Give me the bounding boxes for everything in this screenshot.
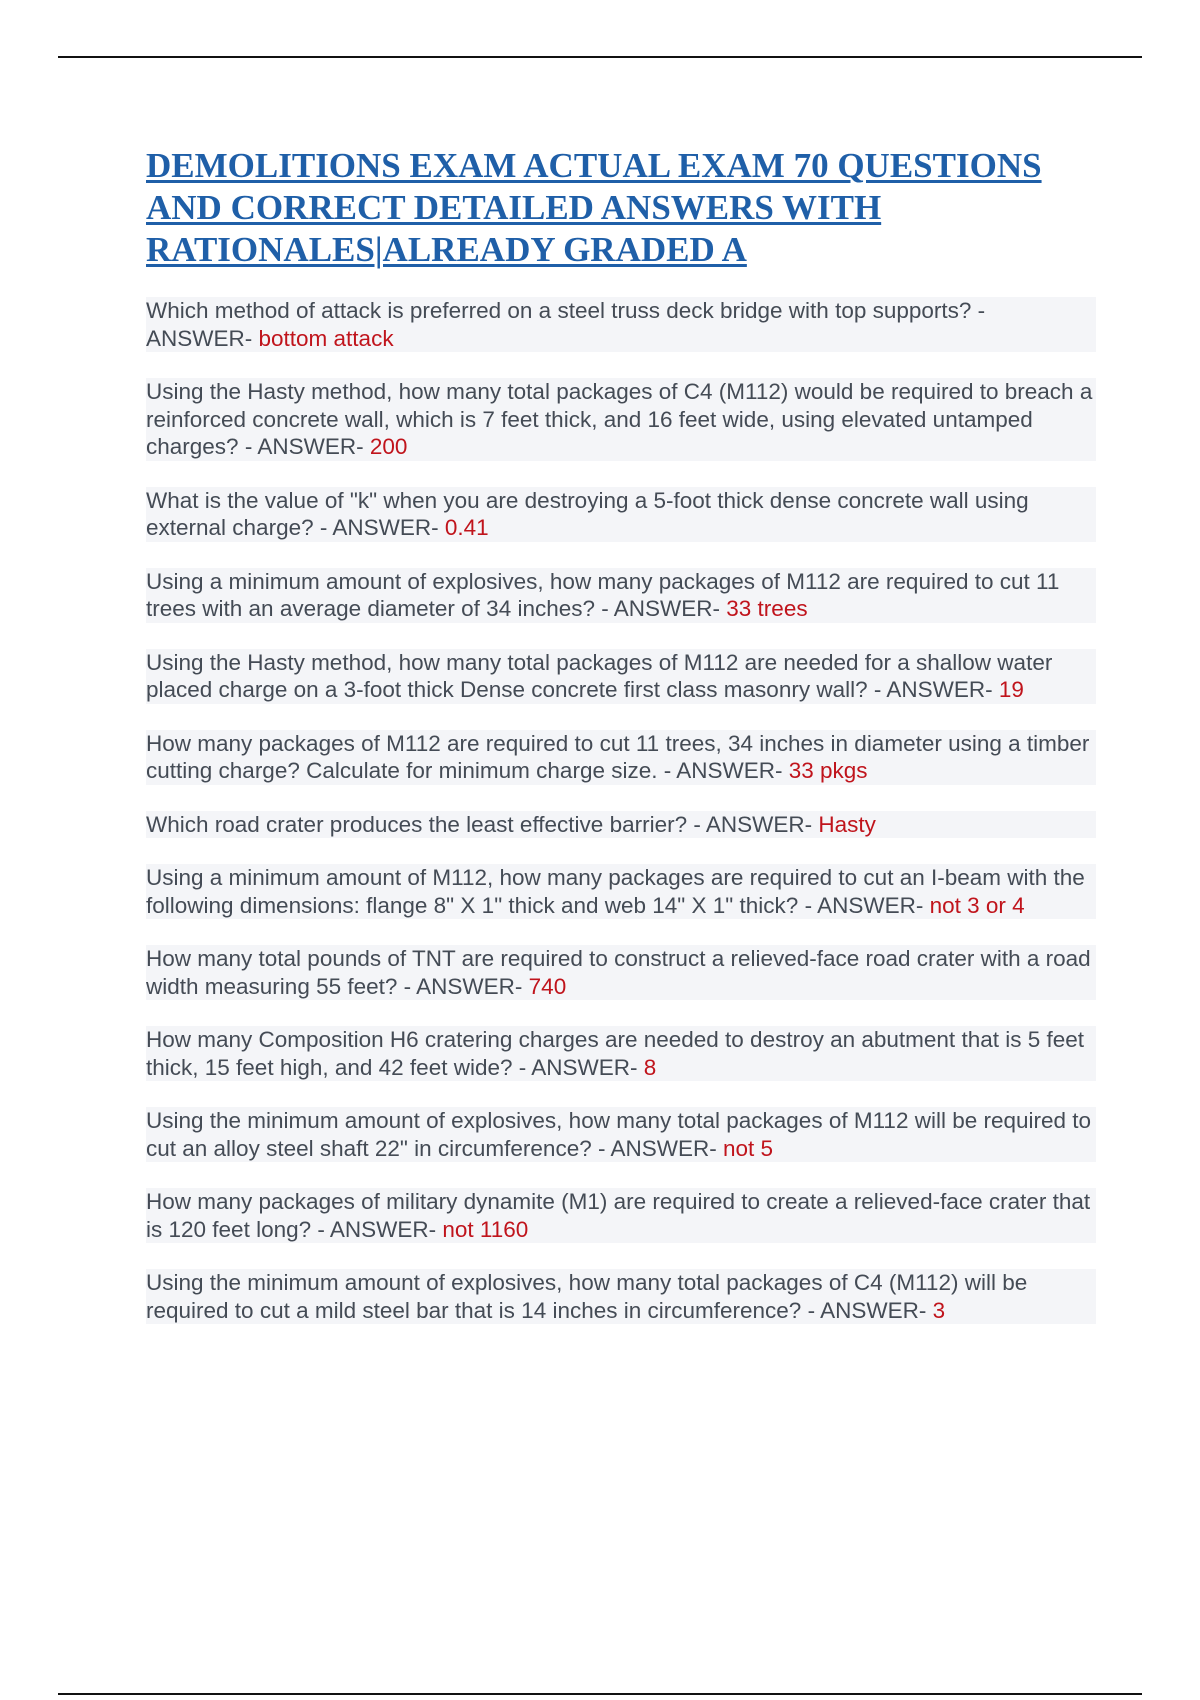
question-text: How many Composition H6 cratering charges are needed to destroy an abutment that is 5 feet thick, 15 feet high, and 42 feet wide?: [146, 1027, 1085, 1080]
qa-item: [146, 487, 1096, 542]
answer-text: 33 trees: [726, 596, 808, 621]
answer-prefix: - ANSWER-: [867, 677, 999, 702]
answer-prefix: - ANSWER-: [657, 758, 789, 783]
question-text: Using a minimum amount of explosives, how many packages of M112 are required to cut 11 trees with an average diameter of 34 inches?: [146, 568, 1060, 621]
answer-prefix: - ANSWER-: [591, 1135, 723, 1161]
document-title: DEMOLITIONS EXAM ACTUAL EXAM 70 QUESTIONS AND CORRECT DETAILED ANSWERS WITH RATIONALES|ALREADY GRADED A: [146, 146, 1042, 269]
qa-item: [146, 1026, 1096, 1081]
top-rule: [58, 56, 1142, 58]
qa-item: [146, 297, 1096, 352]
question-text: Using the Hasty method, how many total packages of M112 are needed for a shallow water placed charge on a 3-foot thick Dense concrete first class masonry wall?: [146, 649, 1053, 702]
answer-prefix: - ANSWER-: [512, 1054, 644, 1080]
answer-text: 19: [998, 677, 1024, 702]
answer-text: 0.41: [444, 515, 489, 540]
document-body: [146, 145, 1096, 1350]
question-text: How many packages of military dynamite (M1) are required to create a relieved-face crater that is 120 feet long?: [146, 1189, 1091, 1242]
answer-prefix: - ANSWER-: [311, 1216, 443, 1242]
answer-text: 740: [528, 973, 567, 999]
answer-text: 8: [643, 1054, 657, 1080]
question-text: How many total pounds of TNT are required to construct a relieved-face road crater with a road width measuring 55 feet?: [146, 946, 1091, 999]
answer-prefix: - ANSWER-: [313, 515, 445, 540]
qa-item: [146, 864, 1096, 919]
qa-item: [146, 568, 1096, 623]
answer-prefix: - ANSWER-: [146, 298, 986, 351]
question-text: Which method of attack is preferred on a steel truss deck bridge with top supports?: [146, 298, 972, 323]
qa-item: [146, 730, 1096, 785]
answer-prefix: - ANSWER-: [397, 973, 529, 999]
qa-item: [146, 1107, 1096, 1162]
answer-text: 200: [369, 434, 408, 459]
answer-text: not 3 or 4: [929, 892, 1025, 918]
answer-prefix: - ANSWER-: [687, 811, 819, 837]
question-text: Using the Hasty method, how many total packages of C4 (M112) would be required to breach a reinforced concrete wall, which is 7 feet thick, and 16 feet wide, using elevated untamped charges?: [146, 379, 1093, 459]
answer-prefix: - ANSWER-: [798, 892, 930, 918]
question-text: How many packages of M112 are required to cut 11 trees, 34 inches in diameter using a timber cutting charge? Calculate for minimum charge size.: [146, 730, 1090, 783]
answer-text: Hasty: [818, 811, 876, 837]
answer-text: not 1160: [442, 1216, 529, 1242]
answer-text: 3: [932, 1297, 946, 1323]
answer-prefix: - ANSWER-: [801, 1297, 933, 1323]
qa-item: [146, 1269, 1096, 1324]
question-text: Using the minimum amount of explosives, how many total packages of M112 will be required to cut an alloy steel shaft 22" in circumference?: [146, 1108, 1092, 1161]
answer-text: not 5: [722, 1135, 774, 1161]
qa-item: [146, 811, 1096, 839]
question-text: Which road crater produces the least effective barrier?: [146, 811, 688, 837]
qa-item: [146, 649, 1096, 704]
question-text: Using a minimum amount of M112, how many packages are required to cut an I-beam with the following dimensions: flange 8" X 1" thick and web 14" X 1" thick?: [146, 865, 1085, 918]
answer-prefix: - ANSWER-: [595, 596, 727, 621]
answer-text: bottom attack: [258, 325, 394, 351]
qa-item: [146, 945, 1096, 1000]
qa-item: [146, 1188, 1096, 1243]
answer-prefix: - ANSWER-: [238, 434, 370, 459]
bottom-rule: [58, 1693, 1142, 1695]
qa-item: [146, 378, 1096, 461]
question-text: Using the minimum amount of explosives, how many total packages of C4 (M112) will be required to cut a mild steel bar that is 14 inches in circumference?: [146, 1270, 1028, 1323]
question-text: What is the value of "k" when you are destroying a 5-foot thick dense concrete wall using external charge?: [146, 487, 1029, 540]
answer-text: 33 pkgs: [788, 758, 868, 783]
